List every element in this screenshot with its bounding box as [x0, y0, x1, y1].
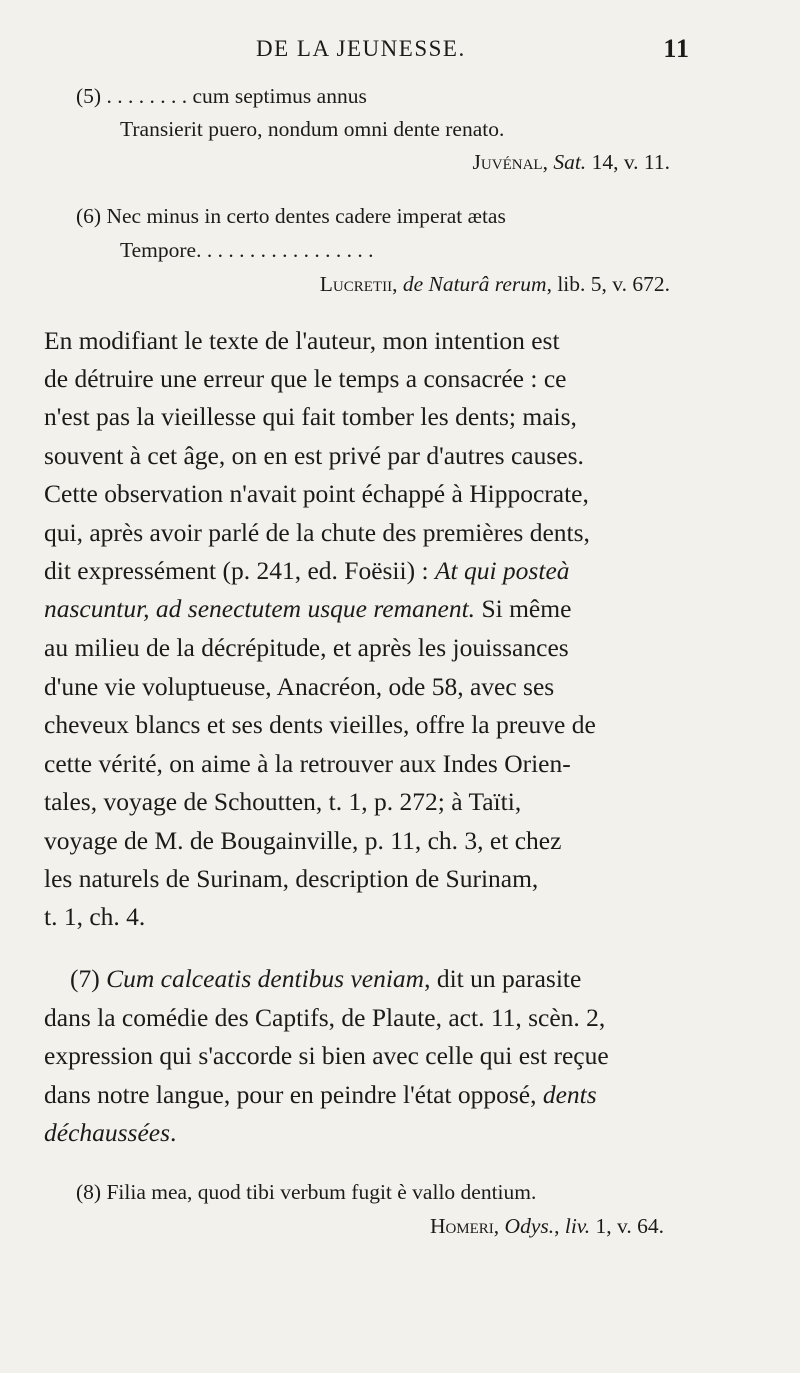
- citation-work: de Naturâ rerum: [402, 272, 547, 296]
- footnote-8-citation: Homeri, Odys., liv. 1, v. 64.: [429, 1214, 664, 1238]
- paragraph-text: dit expressément (p. 241, ed. Foësii) :: [44, 556, 429, 585]
- footnote-number: (5): [76, 84, 102, 108]
- paragraph-line: t. 1, ch. 4.: [44, 902, 146, 931]
- plautus-quote: Cum calceatis dentibus veniam: [106, 964, 425, 993]
- citation-author: Homeri: [429, 1214, 494, 1238]
- paragraph-line: tales, voyage de Schoutten, t. 1, p. 272; à Taïti,: [44, 787, 522, 816]
- citation-work: Sat.: [553, 150, 587, 174]
- verse-text: . . . . . . . . cum septimus annus: [106, 84, 367, 108]
- citation-reference-label: liv.: [564, 1214, 591, 1238]
- footnote-number: (8): [76, 1180, 102, 1204]
- paragraph-line: En modifiant le texte de l'auteur, mon intention est: [44, 326, 560, 355]
- footnote-7-line-5: déchaussées.: [44, 1118, 177, 1147]
- paragraph-line: n'est pas la vieillesse qui fait tomber les dents; mais,: [44, 402, 577, 431]
- verse-text: Filia mea, quod tibi verbum fugit è vallo dentium.: [106, 1180, 537, 1204]
- footnote-5-line-1: [76, 84, 367, 109]
- paragraph-line: [44, 556, 696, 586]
- footnote-7-line-4: [44, 1080, 597, 1110]
- footnote-8-line-1: [76, 1180, 536, 1205]
- paragraph-line: [44, 594, 696, 624]
- citation-reference: 14, v. 11.: [591, 150, 670, 174]
- paragraph-line: cheveux blancs et ses dents vieilles, offre la preuve de: [44, 710, 596, 739]
- footnote-text: dans notre langue, pour en peindre l'état opposé,: [44, 1080, 537, 1109]
- footnote-number: (7): [70, 964, 100, 993]
- footnote-text: , dit un parasite: [424, 964, 582, 993]
- footnote-7-line-1: [70, 964, 581, 994]
- footnote-6-line-2: Tempore. . . . . . . . . . . . . . . . .: [120, 238, 374, 262]
- citation-reference: lib. 5, v. 672.: [557, 272, 670, 296]
- italic-term: déchaussées: [44, 1118, 171, 1147]
- paragraph-line: qui, après avoir parlé de la chute des premières dents,: [44, 518, 590, 547]
- italic-term: dents: [542, 1080, 597, 1109]
- footnote-number: (6): [76, 204, 102, 228]
- running-head: DE LA JEUNESSE.: [256, 36, 466, 61]
- citation-reference: 1, v. 64.: [595, 1214, 664, 1238]
- hippocrates-quote-end: nascuntur, ad senectutem usque remanent.: [44, 594, 476, 623]
- footnote-7-line-3: expression qui s'accorde si bien avec celle qui est reçue: [44, 1041, 609, 1070]
- footnote-6-line-1: [76, 204, 506, 229]
- footnote-7-line-2: dans la comédie des Captifs, de Plaute, act. 11, scèn. 2,: [44, 1003, 606, 1032]
- paragraph-line: d'une vie voluptueuse, Anacréon, ode 58, avec ses: [44, 672, 555, 701]
- paragraph-line: Cette observation n'avait point échappé à Hippocrate,: [44, 479, 589, 508]
- page-header: [0, 34, 800, 64]
- page-number: 11: [663, 34, 690, 63]
- paragraph-line: de détruire une erreur que le temps a consacrée : ce: [44, 364, 567, 393]
- paragraph-line: voyage de M. de Bougainville, p. 11, ch. 3, et chez: [44, 826, 562, 855]
- verse-text: Nec minus in certo dentes cadere imperat ætas: [106, 204, 506, 228]
- paragraph-line: au milieu de la décrépitude, et après les jouissances: [44, 633, 569, 662]
- paragraph-line: souvent à cet âge, on en est privé par d'autres causes.: [44, 441, 584, 470]
- citation-author: Juvénal: [472, 150, 543, 174]
- citation-work: Odys.: [504, 1214, 555, 1238]
- footnote-6-citation: Lucretii, de Naturâ rerum, lib. 5, v. 672.: [319, 272, 670, 296]
- hippocrates-quote-start: At qui posteà: [434, 556, 570, 585]
- footnote-5-citation: Juvénal, Sat. 14, v. 11.: [472, 150, 670, 174]
- citation-author: Lucretii: [319, 272, 393, 296]
- paragraph-line: cette vérité, on aime à la retrouver aux Indes Orien-: [44, 749, 571, 778]
- footnote-5-line-2: Transierit puero, nondum omni dente renato.: [120, 117, 505, 141]
- paragraph-text: Si même: [481, 594, 572, 623]
- paragraph-line: les naturels de Surinam, description de Surinam,: [44, 864, 539, 893]
